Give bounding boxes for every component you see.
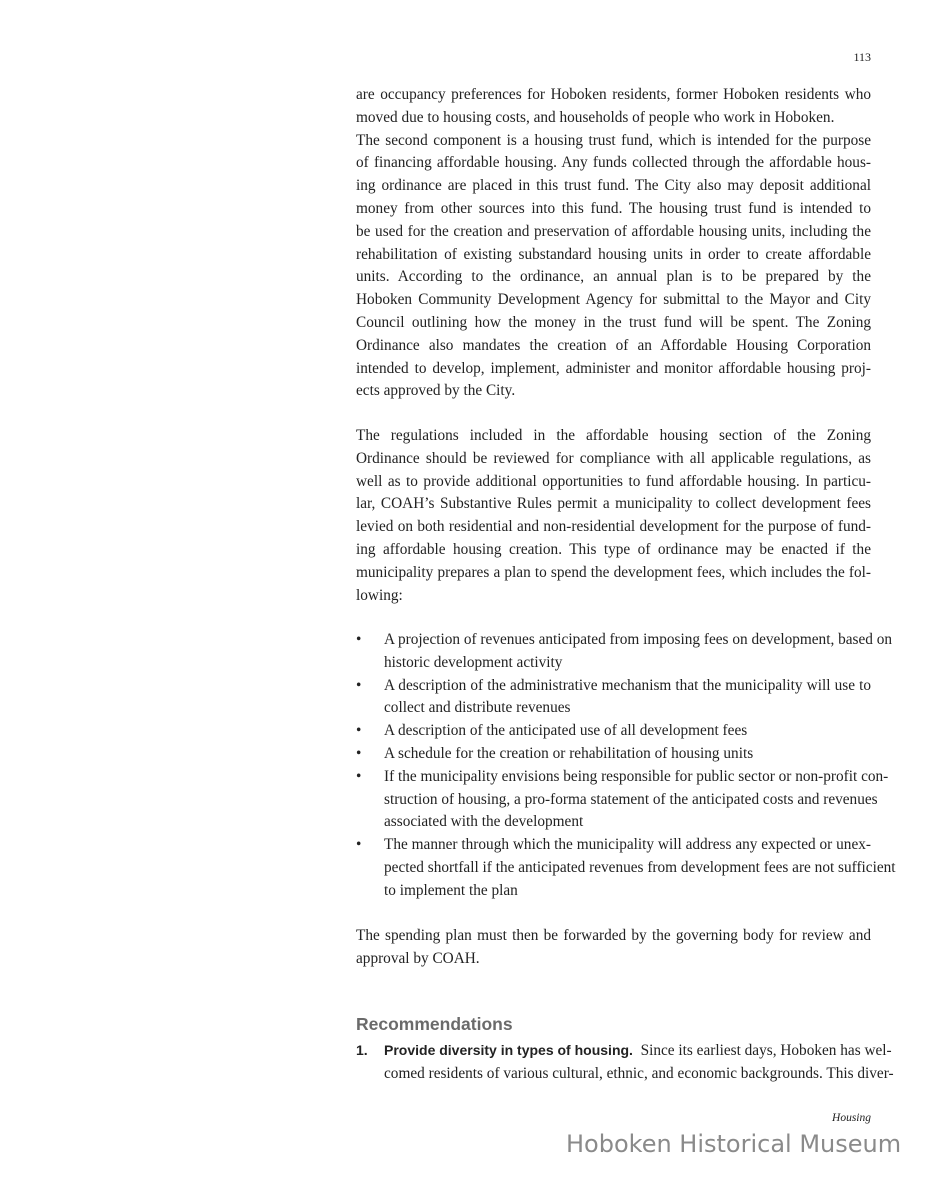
paragraph-regulations (356, 425, 871, 607)
text-line: A description of the anticipated use of all development fees (384, 722, 748, 740)
paragraph-trust-fund (356, 130, 871, 404)
text-line: Council outlining how the money in the trust fund will be spent. The Zoning (356, 313, 871, 331)
text-line: money from other sources into this fund. The housing trust fund is intended to (356, 199, 871, 217)
text-line: lowing: (356, 586, 403, 604)
text-line: levied on both residential and non-residential development for the purpose of fund- (356, 518, 871, 536)
text-line: The regulations included in the affordable housing section of the Zoning (356, 427, 871, 444)
text-line: intended to develop, implement, administer and monitor affordable housing proj- (356, 359, 871, 377)
text-line: The second component is a housing trust fund, which is intended for the purpose (356, 131, 871, 149)
text-line: A projection of revenues anticipated from imposing fees on development, based on (384, 631, 893, 648)
paragraph-continuation (356, 84, 871, 130)
section-heading: Recommendations (356, 1014, 513, 1034)
text-line: struction of housing, a pro-forma statement of the anticipated costs and revenues (384, 790, 878, 808)
bullet-item (356, 720, 871, 743)
text-line: municipality prepares a plan to spend the development fees, which includes the fol- (356, 563, 871, 581)
text-line: units. According to the ordinance, an annual plan is to be prepared by the (356, 268, 871, 286)
text-line: rehabilitation of existing substandard housing units in order to create affordable (356, 245, 871, 263)
text-line: of financing affordable housing. Any funds collected through the affordable hous- (356, 154, 871, 172)
text-line: pected shortfall if the anticipated revenues from development fees are not sufficient (384, 858, 896, 876)
text-line: If the municipality envisions being responsible for public sector or non-profit con- (384, 767, 889, 785)
bullet-list (356, 629, 896, 903)
bullet-item (356, 629, 893, 675)
text-line: The manner through which the municipality will address any expected or unex- (384, 836, 871, 854)
text-line: historic development activity (384, 653, 563, 671)
text-line: lar, COAH’s Substantive Rules permit a municipality to collect development fees (356, 495, 871, 513)
text-line: A schedule for the creation or rehabilitation of housing units (384, 744, 754, 762)
text-line: ing ordinance are placed in this trust fund. The City also may deposit additional (356, 177, 871, 195)
recommendation-text: Since its earliest days, Hoboken has wel- (632, 1042, 892, 1059)
text-line: approval by COAH. (356, 949, 480, 967)
text-line: The spending plan must then be forwarded by the governing body for review and (356, 927, 871, 944)
text-line: well as to provide additional opportunities to fund affordable housing. In particu- (356, 472, 871, 490)
bullet-icon: • (356, 767, 362, 785)
bullet-icon: • (356, 744, 362, 762)
bullet-item (356, 834, 896, 902)
paragraph-spending-plan (356, 925, 871, 971)
text-line: Ordinance also mandates the creation of an Affordable Housing Corporation (356, 336, 871, 354)
watermark: Hoboken Historical Museum (566, 1130, 902, 1158)
footer-section-name: Housing (832, 1112, 871, 1124)
text-line: Hoboken Community Development Agency for submittal to the Mayor and City (356, 291, 871, 309)
bullet-item (356, 743, 871, 766)
bullet-icon: • (356, 676, 362, 694)
bullet-icon: • (356, 631, 362, 648)
recommendation-text: comed residents of various cultural, ethnic, and economic backgrounds. This diver- (384, 1064, 894, 1082)
text-line: Ordinance should be reviewed for compliance with all applicable regulations, as (356, 449, 871, 467)
bullet-item (356, 675, 871, 721)
text-line: ing affordable housing creation. This type of ordinance may be enacted if the (356, 540, 871, 558)
bullet-icon: • (356, 836, 362, 854)
bullet-icon: • (356, 722, 362, 740)
text-line: associated with the development (384, 813, 584, 831)
recommendation-item (356, 1039, 894, 1086)
recommendation-number: 1. (356, 1042, 368, 1058)
text-line: collect and distribute revenues (384, 699, 571, 717)
bullet-item (356, 766, 889, 834)
text-line: ects approved by the City. (356, 382, 516, 400)
recommendation-title: Provide diversity in types of housing. (384, 1042, 633, 1058)
text-line: be used for the creation and preservation of affordable housing units, including the (356, 222, 871, 240)
page-number: 113 (853, 50, 871, 64)
text-line: are occupancy preferences for Hoboken residents, former Hoboken residents who (356, 86, 871, 103)
text-line: A description of the administrative mechanism that the municipality will use to (384, 676, 871, 694)
text-line: moved due to housing costs, and households of people who work in Hoboken. (356, 108, 835, 126)
text-line: to implement the plan (384, 881, 518, 899)
